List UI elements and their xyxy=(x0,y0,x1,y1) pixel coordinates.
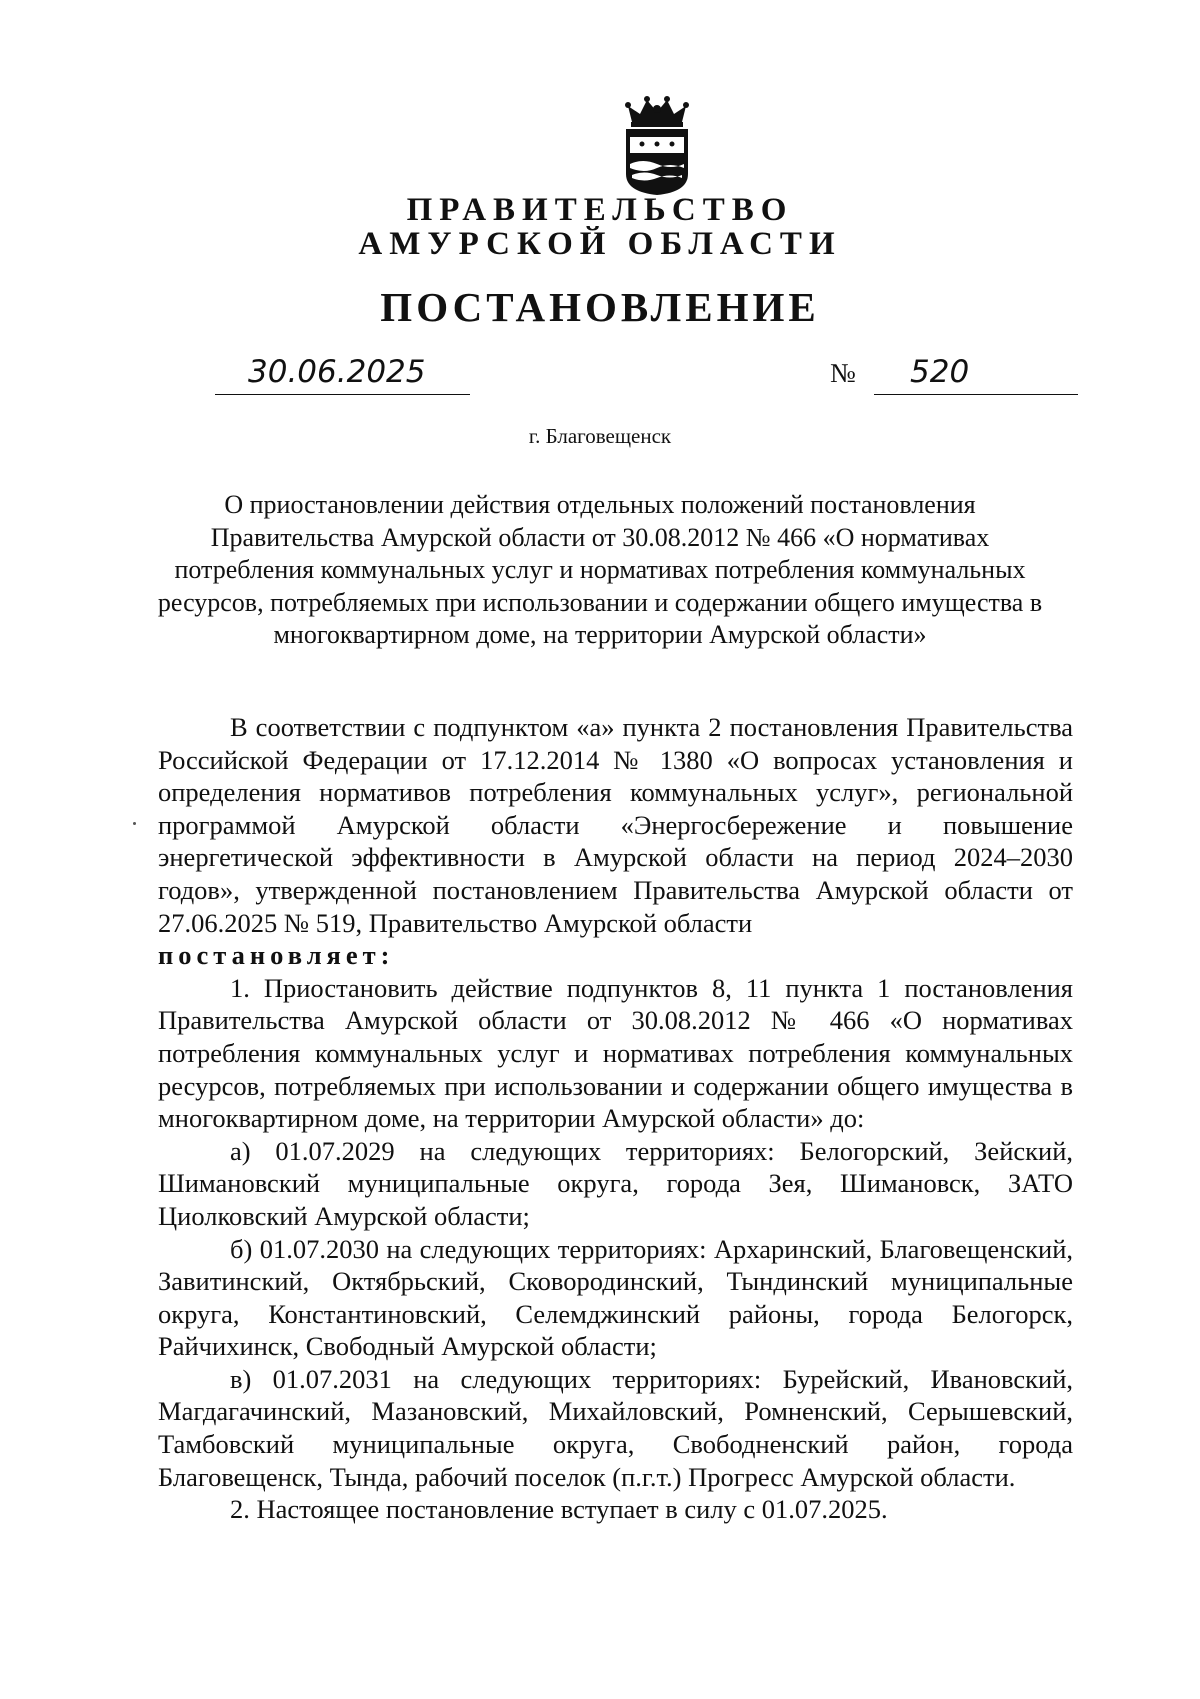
document-date: 30.06.2025 xyxy=(248,354,426,390)
document-number: 520 xyxy=(910,354,970,390)
clause-1a: а) 01.07.2029 на следующих территориях: Белогорский, Зейский, Шимановский муниципальные округа, города Зея, Шимановск, ЗАТО Циолковский Амурской области; xyxy=(158,1135,1073,1231)
organization-name-line1: ПРАВИТЕЛЬСТВО xyxy=(406,192,794,228)
number-sign: № xyxy=(830,358,856,388)
clause-1: 1. Приостановить действие подпунктов 8, 11 пункта 1 постановления Правительства Амурской области от 30.08.2012 № 466 «О нормативах потребления коммунальных услуг и нормативах потребления коммунальных ресурсов, потребляемых при использовании и содержании общего имущества в многоквартирном доме, на территории Амурской области» до: xyxy=(158,972,1073,1134)
document-subject: О приостановлении действия отдельных положений постановления Правительства Амурской области от 30.08.2012 № 466 «О нормативах потребления коммунальных услуг и нормативах потребления коммунальных ресурсов, потребляемых при использовании и содержании общего имущества в многоквартирном доме, на территории Амурской области» xyxy=(157,490,1043,649)
organization-name-line2: АМУРСКОЙ ОБЛАСТИ xyxy=(358,226,842,262)
number-underline xyxy=(874,394,1078,395)
preamble-paragraph: В соответствии с подпунктом «а» пункта 2 постановления Правительства Российской Федерации от 17.12.2014 № 1380 «О вопросах установления и определения нормативов потребления коммунальных услуг», региональной программой Амурской области «Энергосбережение и повышение энергетической эффективности в Амурской области на период 2024–2030 годов», утвержденной постановлением Правительства Амурской области от 27.06.2025 № 519, Правительство Амурской области xyxy=(158,712,1073,938)
city: г. Благовещенск xyxy=(528,424,672,448)
clause-2: 2. Настоящее постановление вступает в силу с 01.07.2025. xyxy=(230,1494,888,1525)
scan-speck xyxy=(133,822,136,825)
clause-1c: в) 01.07.2031 на следующих территориях: Бурейский, Ивановский, Магдагачинский, Мазановский, Михайловский, Ромненский, Серышевский, Тамбовский муниципальные округа, Свободненский район, города Благовещенск, Тында, рабочий поселок (п.г.т.) Прогресс Амурской области. xyxy=(158,1363,1073,1492)
date-underline xyxy=(215,394,470,395)
document-type: ПОСТАНОВЛЕНИЕ xyxy=(380,284,820,330)
decree-word: постановляет: xyxy=(158,940,395,971)
coat-of-arms-icon xyxy=(618,96,696,196)
clause-1b: б) 01.07.2030 на следующих территориях: Архаринский, Благовещенский, Завитинский, Октябрьский, Сковородинский, Тындинский муниципальные округа, Константиновский, Селемджинский районы, города Белогорск, Райчихинск, Свободный Амурской области; xyxy=(158,1233,1073,1362)
document-body xyxy=(158,711,1073,1526)
